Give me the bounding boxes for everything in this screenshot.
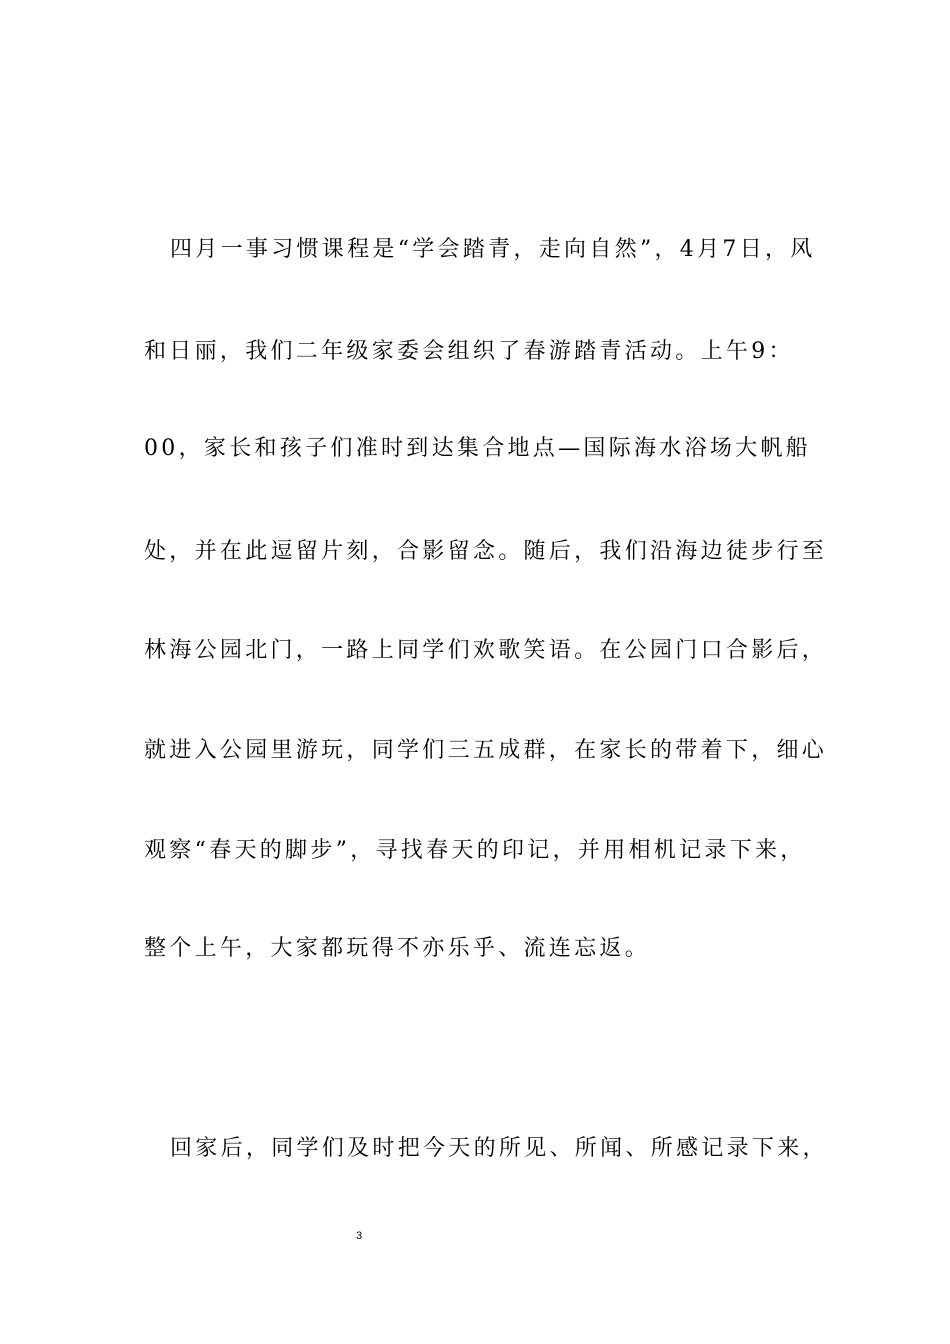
paragraph-2-line-1: 回家后，同学们及时把今天的所见、所闻、所感记录下来，	[170, 1136, 828, 1161]
paragraph-1-line-3: 00，家长和孩子们准时到达集合地点—国际海水浴场大帆船	[144, 436, 812, 461]
paragraph-1-line-8: 整个上午，大家都玩得不亦乐乎、流连忘返。	[144, 936, 651, 961]
paragraph-1-line-1: 四月一事习惯课程是“学会踏青，走向自然”，4月7日，风	[170, 237, 816, 262]
page-number: 3	[356, 1230, 363, 1242]
paragraph-1-line-6: 就进入公园里游玩，同学们三五成群，在家长的带着下，细心	[144, 738, 828, 763]
paragraph-1-line-2: 和日丽，我们二年级家委会组织了春游踏青活动。上午9：	[144, 339, 794, 364]
paragraph-1-line-4: 处，并在此逗留片刻，合影留念。随后，我们沿海边徒步行至	[144, 539, 828, 564]
paragraph-1-line-7: 观察“春天的脚步”，寻找春天的印记，并用相机记录下来，	[144, 838, 806, 863]
paragraph-1-line-5: 林海公园北门，一路上同学们欢歌笑语。在公园门口合影后，	[144, 638, 828, 663]
